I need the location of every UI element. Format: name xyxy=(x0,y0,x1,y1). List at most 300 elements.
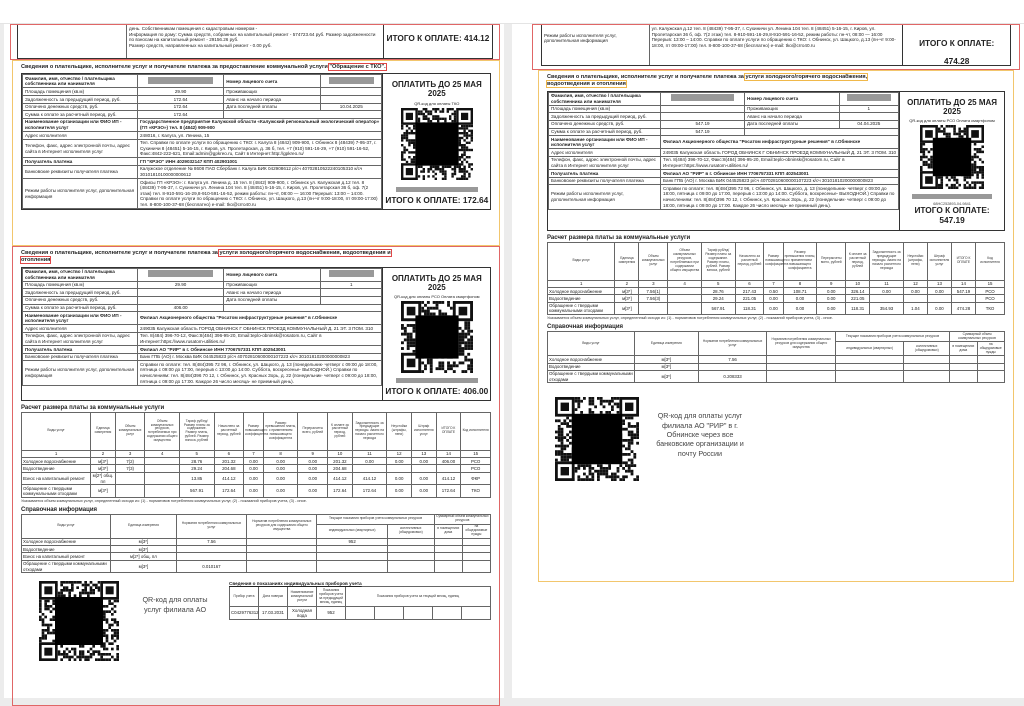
table-cell xyxy=(927,295,951,302)
column-header: Единица измерения xyxy=(615,242,639,280)
heading-highlight: "Обращение с ТКО". xyxy=(329,64,386,70)
water-bill-section xyxy=(12,246,500,706)
info-value xyxy=(137,268,223,281)
info-value xyxy=(137,296,223,304)
table-cell: 217.43 xyxy=(735,288,764,295)
table-cell: Обращение с твердыми коммунальными отходами xyxy=(22,485,91,498)
info-value: Филиал АО "РИР" в г. Обнинске ИНН 7706757331 КПП 402543001 xyxy=(661,170,899,178)
info-label: Режим работы исполнителя услуг, дополнительная информация xyxy=(23,361,138,385)
table-cell: 414.12 xyxy=(328,472,353,485)
header-row xyxy=(22,412,491,450)
column-header: ИТОГО К ОПЛАТЕ xyxy=(436,412,461,450)
payer-info-block xyxy=(21,267,491,401)
info-value: Тел. 8(484) 396-70-12, Факс:8(484) 396-95-20, Email:teplo-obninsk@rosatom.ru, Сайт в Интернет:https://www.rusatom-utilities.ru/ xyxy=(661,156,899,169)
table-cell: 204.68 xyxy=(214,465,244,472)
payer-info-table xyxy=(22,74,382,209)
column-header: Код исполнителя xyxy=(976,242,1005,280)
table-cell: 7.56 xyxy=(698,356,767,363)
column-header: коллективных (общедомовых) xyxy=(387,524,434,538)
info-row xyxy=(23,103,382,111)
table-cell: 0.00 xyxy=(263,458,298,465)
table-cell: ФКР xyxy=(461,472,491,485)
table-row xyxy=(22,546,491,553)
info-label: Аванс на начало периода xyxy=(224,96,321,104)
table-cell: 0.00 xyxy=(927,302,951,315)
bottom-qr-caption: QR-код для оплаты услуг филиала АО xyxy=(142,595,208,614)
info-value: 04.04.2025 xyxy=(839,120,899,128)
table-cell: м[3*] xyxy=(91,485,116,498)
column-header: Размер повышающего коэффициента xyxy=(764,242,783,280)
qr-code xyxy=(39,581,119,661)
column-header: Объем коммунальных услуг xyxy=(115,412,145,450)
bottom-payment-area xyxy=(547,397,1005,481)
table-cell xyxy=(433,607,462,620)
table-cell: 0.00 xyxy=(298,458,328,465)
table-cell: 474.28 xyxy=(951,302,975,315)
table-cell xyxy=(639,302,668,315)
column-header: Штраф исполнителя услуг xyxy=(927,242,951,280)
info-value xyxy=(839,92,899,105)
info-label: Адрес исполнителя xyxy=(549,149,661,157)
number-row xyxy=(22,450,491,457)
table-cell: 952 xyxy=(317,607,346,620)
info-label: Получатель платежа xyxy=(549,170,661,178)
info-label: Номер лицевого счета xyxy=(224,75,321,88)
table-cell: 172.64 xyxy=(352,485,387,498)
info-value xyxy=(321,75,382,88)
column-header: Показания приборов учета за текущий месяц, единиц xyxy=(346,587,491,607)
table-cell xyxy=(668,288,702,295)
table-cell xyxy=(434,546,462,553)
info-label: Площадь помещения (кв.м) xyxy=(23,281,138,289)
table-cell xyxy=(434,553,462,560)
table-cell xyxy=(950,356,977,363)
info-line: Размер средств, направленных на капитальный ремонт - 0.00 руб. xyxy=(129,43,272,49)
info-label: Наименование организации или ФИО ИП - исполнителя услуг xyxy=(549,136,661,149)
info-label: Получатель платежа xyxy=(23,346,138,354)
column-header: К оплате за расчетный период, рублей xyxy=(846,242,870,280)
table-cell: 0.00 xyxy=(244,472,264,485)
info-row xyxy=(23,268,382,281)
left-capital-repair-fragment xyxy=(10,24,500,60)
pay-by-date: ОПЛАТИТЬ ДО 25 МАЯ 2025 xyxy=(391,273,482,292)
info-row xyxy=(549,92,899,105)
table-cell: м[3*] xyxy=(634,356,698,363)
info-label: Задолженность за предыдущий период, руб. xyxy=(549,113,661,121)
info-label: Оплачено денежных средств, руб. xyxy=(23,296,138,304)
table-cell: 7.56(1) xyxy=(639,288,668,295)
table-cell: 326.14 xyxy=(846,288,870,295)
total-group xyxy=(902,194,1002,226)
column-header: К оплате за расчетный период, рублей xyxy=(328,412,353,450)
column-header: Виды услуг xyxy=(548,242,615,280)
section-heading xyxy=(21,250,491,265)
table-cell: 0.00 xyxy=(263,472,298,485)
table-cell xyxy=(767,370,836,383)
table-cell xyxy=(387,538,434,545)
table-cell xyxy=(317,546,387,553)
column-header: Перерасчеты всего, рублей xyxy=(817,242,846,280)
table-cell xyxy=(247,538,317,545)
pay-by-group xyxy=(385,80,488,184)
table-cell xyxy=(145,472,180,485)
regime-label: Режим работы исполнителя услуг, дополнительная информация xyxy=(542,25,650,65)
info-value xyxy=(321,296,382,304)
table-cell: 0.00 xyxy=(298,465,328,472)
total-due: ИТОГО К ОПЛАТЕ: 414.12 xyxy=(386,33,490,43)
table-cell: 0.00 xyxy=(411,458,436,465)
info-label: Площадь помещения (кв.м) xyxy=(549,105,661,113)
table-row xyxy=(22,485,491,498)
table-cell xyxy=(950,370,977,383)
table-cell: м[3*] xyxy=(634,370,698,383)
column-header: Норматив потребления коммунальных услуг xyxy=(176,514,246,538)
column-header: индивидуальных (квартирных) xyxy=(317,524,387,538)
table-row xyxy=(22,472,491,485)
reference-table xyxy=(547,331,1005,383)
empty-cell xyxy=(745,128,899,136)
table-cell: 0.50 xyxy=(764,288,783,295)
column-header: Прибор учета xyxy=(230,587,259,607)
table-row xyxy=(22,560,491,573)
table-row xyxy=(22,458,491,465)
info-value xyxy=(661,105,745,113)
column-number: 9 xyxy=(298,450,328,457)
qr-code xyxy=(401,301,473,373)
info-label: Проживающих xyxy=(745,105,840,113)
info-label: Банковские реквизиты получателя платежа xyxy=(549,177,661,185)
redacted-value xyxy=(847,94,891,101)
table-cell: 7(3) xyxy=(115,465,145,472)
heading-text: Сведения о плательщике, исполнителе услуг и получателе платежа за xyxy=(547,74,746,80)
info-row xyxy=(23,139,382,158)
column-number: 9 xyxy=(817,280,846,287)
table-cell: Водоотведение xyxy=(548,363,635,370)
column-number: 12 xyxy=(903,280,927,287)
info-label: Режим работы исполнителя услуг, дополнительная информация xyxy=(549,185,661,209)
column-header: Неустойки (штрафы, пени) xyxy=(903,242,927,280)
table-cell: 1.04 xyxy=(903,302,927,315)
info-label: Сумма к оплате за расчетный период, руб. xyxy=(549,128,661,136)
table-cell: 118.31 xyxy=(735,302,764,315)
table-cell xyxy=(436,465,461,472)
bottom-payment-area xyxy=(21,581,491,661)
info-value: Государственное предприятие Калужской области «Калужский региональный экологический оператор» (ГП «КРЭО») тел. 8 (4842) 909-900 xyxy=(137,118,381,131)
info-row xyxy=(549,185,899,209)
reference-table xyxy=(21,514,491,573)
table-cell: C0429776312 xyxy=(230,607,259,620)
info-row xyxy=(23,325,382,333)
table-cell: 13.85 xyxy=(179,472,214,485)
table-cell xyxy=(462,538,490,545)
info-value xyxy=(321,289,382,297)
info-row xyxy=(23,346,382,354)
table-cell: м[3*] xyxy=(91,465,116,472)
table-cell xyxy=(247,560,317,573)
column-header: Норматив потребления коммунальных ресурсов для содержания общего имущества xyxy=(767,332,836,356)
table-cell xyxy=(904,356,950,363)
info-label: Дата последней оплаты xyxy=(224,103,321,111)
table-cell: 567.91 xyxy=(701,302,735,315)
info-value: Филиал Акционерного общества "Росатом инфраструктурные решения" в г.Обнинске xyxy=(661,136,899,149)
info-value: Справки по оплате: тел. 8(484)395 72 96, г. Обнинск, ул. Шацкого, д. 13 (понедельник- четверг с 09:00 до 18:00, пятница с 09:00 до 17:00, перерыв с 13:00 до 14:00. Суббота, воскресенье- ВЫХОДНОЙ.) Справки по начислениям: тел. 8(484)396 70 12, г. Обнинск, ул. Красных Зорь, д. 22 (понедельник- четверг с 09:00 до 18:00, пятница с 09:00 до 17:00. Каждое 26 число месяца- не приемный день). xyxy=(137,361,381,385)
table-cell: 29.24 xyxy=(179,465,214,472)
table-cell xyxy=(145,485,180,498)
info-label: Задолженность за предыдущий период, руб. xyxy=(23,96,138,104)
info-label: Телефон, факс, адрес электронной почты, адрес сайта в Интернет исполнителя услуг xyxy=(23,332,138,345)
info-row xyxy=(23,165,382,178)
info-label: Номер лицевого счета xyxy=(745,92,840,105)
heading-highlight: водоотведения и отопления xyxy=(547,81,626,88)
table-cell xyxy=(462,546,490,553)
table-cell xyxy=(904,370,950,383)
redacted-value xyxy=(148,77,213,84)
header-row xyxy=(548,332,1005,342)
column-number: 5 xyxy=(179,450,214,457)
info-label: Сумма к оплате за расчетный период, руб. xyxy=(23,304,138,312)
table-cell xyxy=(767,363,836,370)
table-cell: 414.12 xyxy=(352,472,387,485)
info-label: Проживающих xyxy=(224,88,321,96)
table-cell xyxy=(977,356,1004,363)
table-cell xyxy=(375,607,404,620)
info-value xyxy=(321,88,382,96)
qr-caption: QR-код для оплаты РСО Оплата смартфоном xyxy=(909,117,995,123)
table-cell xyxy=(387,465,412,472)
column-number: 8 xyxy=(783,280,817,287)
heading-highlight: услуги холодного/горячего водоснабжения, xyxy=(745,74,868,80)
info-label: Режим работы исполнителя услуг, дополнительная информация xyxy=(23,179,138,209)
payer-info-table xyxy=(548,92,899,230)
calc-table xyxy=(21,412,491,498)
table-cell: 414.12 xyxy=(214,472,244,485)
info-row xyxy=(549,105,899,113)
header-row xyxy=(548,242,1005,280)
table-cell: 0.00 xyxy=(263,465,298,472)
info-value: Тел. 8(484) 396-70-12, Факс:8(484) 396-95-20, Email:teplo-obninsk@rosatom.ru, Сайт в Интернет:https://www.rusatom-utilities.ru/ xyxy=(137,332,381,345)
info-value: 172.64 xyxy=(137,96,223,104)
heading-text: Сведения о плательщике, исполнителе услуг и получателе платежа за предоставление коммунальной услуги xyxy=(21,64,330,70)
info-value: 406.00 xyxy=(137,304,223,312)
info-row xyxy=(549,149,899,157)
info-value: Филиал АО "РИР" в г. Обнинске ИНН 7706757331 КПП 402543001 xyxy=(137,346,381,354)
info-row xyxy=(23,332,382,345)
pay-by-date: ОПЛАТИТЬ ДО 25 МАЯ 2025 xyxy=(907,97,998,116)
table-cell: 0.00 xyxy=(764,302,783,315)
table-cell: м[3*] xyxy=(111,546,177,553)
column-header: Перерасчеты всего, рублей xyxy=(298,412,328,450)
table-cell: 952 xyxy=(317,538,387,545)
info-value: Офисы ГП «КРЭО»: г. Калуга ул. Ленина д. 15 тел. 8 (4842) 909-900, г. Обнинск ул. Калужская д.12 тел. 8 (48439) 7-95-37, г. Сухиничи ул. Ленина 104 тел. 8 (48451) 5-16-15, г. Киров, ул. Пролетарская 36 б, оф. 7(2 этаж) тел. 8-910-591-16-29,8-910-591-16-52, режим работы: пн-чт, 08:00 — 16:00 Перерыв: 13:00 – 14:00. Справки по оплате услуги по обращению с ТКО: г. Обнинск, ул. Шацкого, д.13 (пн-чт 9:00-18:00, пт 09:00-17:00) тел. 8-800-100-37-68 (бесплатно) e-mail: tko@crro40.ru xyxy=(137,179,381,209)
info-label: Банковские реквизиты получателя платежа xyxy=(23,353,138,361)
info-row xyxy=(549,156,899,169)
payment-panel xyxy=(899,92,1004,230)
calc-footnote: Указывается объем коммунальных услуг, определенный исходя из: (1) - нормативов потребления коммунальных услуг, (2) - показаний приборов учета, (3) - иное. xyxy=(21,498,307,503)
info-row xyxy=(23,88,382,96)
empty-cell xyxy=(224,111,382,119)
info-row xyxy=(549,177,899,185)
column-header: ИТОГО К ОПЛАТЕ xyxy=(951,242,975,280)
table-cell xyxy=(404,607,433,620)
column-number: 1 xyxy=(548,280,615,287)
info-row xyxy=(23,304,382,312)
table-cell: 567.91 xyxy=(179,485,214,498)
info-value: 547.19 xyxy=(661,128,745,136)
table-cell xyxy=(698,363,767,370)
table-cell: 547.19 xyxy=(951,288,975,295)
calc-footnote: Указывается объем коммунальных услуг, определенный исходя из: (1) - нормативов потребления коммунальных услуг, (2) - показаний приборов учета, (3) - иное. xyxy=(547,316,833,321)
table-cell: РСО xyxy=(976,288,1005,295)
heading-highlight: услуги холодного/горячего водоснабжения, водоотведения и xyxy=(219,250,391,256)
info-label: Банковские реквизиты получателя платежа xyxy=(23,165,138,178)
column-header: в помещениях дома xyxy=(434,524,462,538)
redacted-code xyxy=(912,194,992,199)
column-header: Текущие показания приборов учета коммунальных ресурсов xyxy=(835,332,949,342)
column-number: 5 xyxy=(701,280,735,287)
table-cell: 0.00 xyxy=(817,302,846,315)
column-header: Размер превышения платы, с применением повышающего коэффициента xyxy=(263,412,298,450)
table-cell: Холодное водоснабжение xyxy=(548,356,635,363)
table-cell: 108.71 xyxy=(783,288,817,295)
table-cell: Холодная вода xyxy=(288,607,317,620)
table-cell: Взнос на капитальный ремонт xyxy=(22,472,91,485)
column-header: Дата поверки xyxy=(259,587,288,607)
total-due: ИТОГО К ОПЛАТЕ: 172.64 xyxy=(385,195,489,206)
table-cell xyxy=(346,607,375,620)
info-row xyxy=(23,158,382,166)
column-number: 14 xyxy=(951,280,975,287)
column-header: на общедомовые нужды xyxy=(977,342,1004,356)
info-label: Оплачено денежных средств, руб. xyxy=(549,120,661,128)
qr-code xyxy=(401,108,473,180)
info-value xyxy=(321,96,382,104)
table-cell: Холодное водоснабжение xyxy=(548,288,615,295)
info-label: Наименование организации или ФИО ИП - исполнителя услуг xyxy=(23,312,138,325)
column-header: Объем коммунальных ресурсов, потребляемых при содержании общего имущества xyxy=(668,242,702,280)
info-label: Адрес исполнителя xyxy=(23,132,138,140)
column-header: Единица измерения xyxy=(634,332,698,356)
info-row xyxy=(23,353,382,361)
column-number: 2 xyxy=(91,450,116,457)
total-due: ИТОГО К ОПЛАТЕ: 547.19 xyxy=(914,204,990,225)
column-number: 7 xyxy=(764,280,783,287)
table-row xyxy=(548,363,1005,370)
info-row xyxy=(23,289,382,297)
empty-cell xyxy=(224,304,382,312)
table-cell: 221.05 xyxy=(846,295,870,302)
table-cell xyxy=(870,295,904,302)
table-cell: 7.56(3) xyxy=(639,295,668,302)
info-label: Адрес исполнителя xyxy=(23,325,138,333)
table-cell: 0.00 xyxy=(783,302,817,315)
info-value: Филиал Акционерного общества "Росатом инфраструктурные решения" в г.Обнинске xyxy=(137,312,381,325)
table-cell: 0.00 xyxy=(411,485,436,498)
payer-info-table xyxy=(22,268,382,400)
table-cell: 172.64 xyxy=(214,485,244,498)
table-cell: м[2*] общ. пл xyxy=(111,553,177,560)
column-header: Виды услуг xyxy=(548,332,635,356)
table-cell xyxy=(115,485,145,498)
info-value: 1 xyxy=(839,105,899,113)
table-cell xyxy=(977,370,1004,383)
info-row xyxy=(549,113,899,121)
info-value: Банк ГПБ (АО) г. Москва БИК 044525823 р/сч 40702810600000107223 к/сч 30101810200000000823 xyxy=(137,353,381,361)
table-cell: 0.00 xyxy=(387,472,412,485)
table-row xyxy=(548,302,1005,315)
heading-highlight: отопления xyxy=(21,257,51,264)
redacted-value xyxy=(671,94,734,101)
info-line: день. Собственникам помещения с кадастровым номером - xyxy=(129,26,258,31)
column-header: Суммарный объем коммунальных ресурсов xyxy=(950,332,1005,342)
table-cell: Взнос на капитальный ремонт xyxy=(22,553,111,560)
table-cell: 0.00 xyxy=(387,458,412,465)
table-cell: м[3*] xyxy=(91,458,116,465)
table-cell: ТКО xyxy=(976,302,1005,315)
info-value xyxy=(137,289,223,297)
column-header: Виды услуг xyxy=(22,514,111,538)
column-number: 1 xyxy=(22,450,91,457)
redacted-code xyxy=(396,378,478,383)
table-cell: 0.00 xyxy=(764,295,783,302)
table-cell: Обращение с твердыми коммунальными отходами xyxy=(22,560,111,573)
table-cell: 172.64 xyxy=(328,485,353,498)
table-cell xyxy=(767,356,836,363)
table-cell: Водоотведение xyxy=(548,295,615,302)
table-row xyxy=(22,553,491,560)
column-number: 15 xyxy=(976,280,1005,287)
column-number: 6 xyxy=(735,280,764,287)
info-value: Справки по оплате: тел. 8(484)395 72 96, г. Обнинск, ул. Шацкого, д. 13 (понедельник- четверг с 09:00 до 18:00, пятница с 09:00 до 17:00, перерыв с 13:00 до 14:00. Суббота, воскресенье- ВЫХОДНОЙ.) Справки по начислениям: тел. 8(484)396 70 12, г. Обнинск, ул. Красных Зорь, д. 22 (понедельник- четверг с 09:00 до 18:00, пятница с 09:00 до 17:00. Каждое 26 число месяца- не приемный день). xyxy=(661,185,899,209)
table-cell: 354.93 xyxy=(870,302,904,315)
reference-title: Справочная информация xyxy=(21,506,98,513)
table-cell xyxy=(115,472,145,485)
table-cell xyxy=(247,546,317,553)
info-value: ГП "КРЭО" ИНН 4029032147 КПП 402901001 xyxy=(137,158,381,166)
table-cell: 406.00 xyxy=(436,458,461,465)
right-tko-fragment xyxy=(532,24,1020,70)
table-cell: Холодное водоснабжение xyxy=(22,538,111,545)
header-row xyxy=(22,514,491,524)
info-label: Аванс на начало периода xyxy=(224,289,321,297)
info-value: 249035 Калужская область ГОРОД ОБНИНСК Г ОБНИНСК ПРОЕЗД КОММУНАЛЬНЫЙ Д. 21 ЭТ. 3 ПОМ. 310 xyxy=(661,149,899,157)
column-number: 13 xyxy=(927,280,951,287)
table-cell xyxy=(352,465,387,472)
info-label: Площадь помещения (кв.м) xyxy=(23,88,138,96)
section-heading xyxy=(547,74,1005,89)
info-row xyxy=(23,361,382,385)
info-value: Тел. Справки по оплате услуги по обращению с ТКО: г. Калуга 8 (4842) 909-900, г. Обнинск 8 (48439) 7-95-37, г. Сухиничи 8 (48451) 5-16-15, г. Киров, ул. Пролетарская, д. 36 б, тел. +7 (910) 591-16-29, +7 (910) 591-16-52, Факс:4842-222-621, Email:admin@gpkreo.ru, Сайт в Интернет:http://gpkreo.ru/ xyxy=(137,139,381,158)
table-cell: 0.00 xyxy=(927,288,951,295)
payment-code: 68HC252893-04-9841 xyxy=(933,201,971,206)
info-row xyxy=(23,296,382,304)
table-cell xyxy=(462,560,490,573)
info-label: Фамилия, имя, отчество / плательщика собственника или нанимателя xyxy=(549,92,661,105)
info-label: Дата последней оплаты xyxy=(224,296,321,304)
table-cell xyxy=(176,553,246,560)
qr-code xyxy=(555,397,639,481)
table-cell xyxy=(835,370,904,383)
reference-title: Справочная информация xyxy=(547,324,624,331)
info-label: Получатель платежа xyxy=(23,158,138,166)
table-cell: 0.00 xyxy=(298,472,328,485)
table-cell xyxy=(411,465,436,472)
column-header: Неустойки (штрафы, пени) xyxy=(387,412,412,450)
table-cell: 0.00 xyxy=(387,485,412,498)
column-header: Единица измерения xyxy=(111,514,177,538)
info-value xyxy=(137,75,223,88)
table-row xyxy=(22,538,491,545)
table-cell: 118.31 xyxy=(846,302,870,315)
